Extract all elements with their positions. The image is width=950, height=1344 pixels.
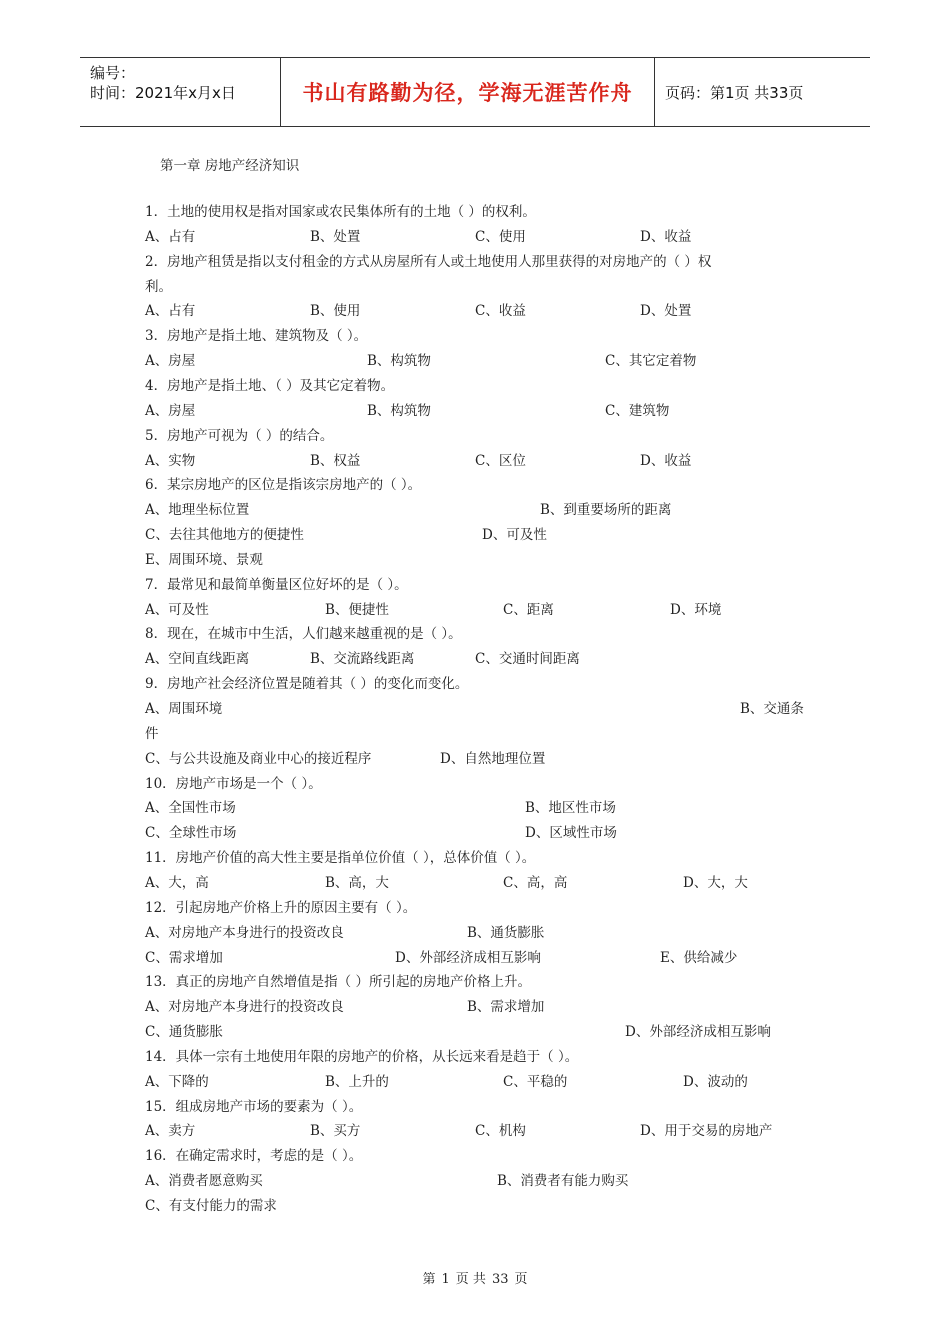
option-row [145, 699, 825, 719]
option: B、高，大 [325, 874, 389, 891]
option: B、处置 [310, 228, 361, 245]
question-text: 2．房地产租赁是指以支付租金的方式从房屋所有人或土地使用人那里获得的对房地产的（ ）权 [145, 253, 712, 270]
option: B、通货膨胀 [467, 924, 545, 941]
option: A、周围环境 [145, 701, 223, 717]
footer-suffix: 页 [514, 1272, 528, 1287]
question-text: 6．某宗房地产的区位是指该宗房地产的（ ）。 [145, 477, 422, 494]
option: D、外部经济成相互影响 [395, 949, 541, 966]
motto-text: 书山有路勤为径，学海无涯苦作舟 [302, 81, 633, 105]
option: B、便捷性 [325, 601, 389, 618]
page-footer [0, 1268, 950, 1287]
option: C、全球性市场 [145, 825, 237, 842]
footer-total: 33 [491, 1272, 509, 1287]
option: B、地区性市场 [525, 800, 616, 817]
footer-prefix: 第 [422, 1272, 436, 1287]
option-row [145, 997, 825, 1017]
option: B、需求增加 [467, 999, 545, 1016]
option-row [145, 649, 825, 669]
option-row [145, 1171, 825, 1191]
question-text: 16．在确定需求时，考虑的是（ ）。 [145, 1148, 363, 1165]
option: A、地理坐标位置 [145, 502, 250, 519]
question-text: 4．房地产是指土地、（ ）及其它定着物。 [145, 377, 395, 394]
option: C、需求增加 [145, 949, 223, 966]
option: E、供给减少 [660, 949, 738, 966]
option: C、交通时间距离 [475, 651, 580, 668]
question-text: 10．房地产市场是一个（ ）。 [145, 775, 322, 792]
option: C、其它定着物 [605, 353, 697, 370]
footer-page: 1 [441, 1272, 450, 1287]
question-text-cont: 利。 [145, 278, 172, 295]
chapter-title: 第一章 房地产经济知识 [160, 158, 300, 174]
option: D、波动的 [683, 1073, 748, 1090]
option-row [145, 948, 825, 968]
option-row [145, 500, 825, 520]
option: A、占有 [145, 228, 196, 245]
option-row [145, 227, 825, 247]
footer-mid: 页 共 [455, 1272, 486, 1287]
page-header [80, 57, 870, 127]
option: D、可及性 [482, 527, 547, 544]
question-text: 5．房地产可视为（ ）的结合。 [145, 427, 334, 444]
question-text: 15．组成房地产市场的要素为（ ）。 [145, 1098, 363, 1115]
option: D、外部经济成相互影响 [625, 1024, 771, 1041]
option: A、消费者愿意购买 [145, 1173, 263, 1190]
option: C、距离 [503, 601, 554, 618]
option-row [145, 525, 825, 545]
option-row [145, 600, 825, 620]
option: B、到重要场所的距离 [540, 502, 672, 519]
option: D、用于交易的房地产 [640, 1123, 773, 1140]
option-row [145, 401, 825, 421]
option: B、构筑物 [367, 353, 431, 370]
option: A、大，高 [145, 874, 209, 891]
option-row [145, 724, 825, 744]
option: E、周围环境、景观 [145, 551, 263, 568]
option: B、消费者有能力购买 [497, 1173, 629, 1190]
option: B、上升的 [325, 1073, 389, 1090]
option-row [145, 749, 825, 769]
option: A、卖方 [145, 1123, 196, 1140]
option: D、处置 [640, 303, 692, 320]
option: D、收益 [640, 228, 692, 245]
option: A、占有 [145, 303, 196, 320]
option: A、全国性市场 [145, 800, 236, 817]
option: A、对房地产本身进行的投资改良 [145, 999, 344, 1016]
option-row [145, 550, 825, 570]
question-text: 1．土地的使用权是指对国家或农民集体所有的土地（ ）的权利。 [145, 204, 536, 220]
option: C、机构 [475, 1123, 526, 1140]
option: C、通货膨胀 [145, 1024, 223, 1041]
header-meta [80, 58, 281, 126]
question-text: 11．房地产价值的高大性主要是指单位价值（ ），总体价值（ ）。 [145, 850, 536, 867]
option: B、构筑物 [367, 402, 431, 419]
option: B、交流路线距离 [310, 651, 415, 668]
option: C、去往其他地方的便捷性 [145, 527, 304, 544]
option: C、建筑物 [605, 402, 670, 419]
option: D、自然地理位置 [440, 750, 546, 767]
question-text: 13．真正的房地产自然增值是指（ ）所引起的房地产价格上升。 [145, 974, 531, 991]
option-row [145, 1072, 825, 1092]
option-row [145, 451, 825, 471]
option: A、对房地产本身进行的投资改良 [145, 924, 344, 941]
option: D、大，大 [683, 874, 748, 891]
option-row [145, 1121, 825, 1141]
option: C、平稳的 [503, 1073, 568, 1090]
option: D、区域性市场 [525, 825, 617, 842]
option: B、权益 [310, 452, 361, 469]
option: C、高，高 [503, 874, 568, 891]
option: A、房屋 [145, 353, 196, 370]
header-motto [281, 58, 655, 126]
time-label: 时间：2021年x月x日 [90, 84, 236, 102]
header-page [655, 58, 880, 126]
option: C、使用 [475, 228, 526, 245]
option-row [145, 823, 825, 843]
question-text: 9．房地产社会经济位置是随着其（ ）的变化而变化。 [145, 676, 469, 693]
question-text: 12．引起房地产价格上升的原因主要有（ ）。 [145, 899, 417, 916]
option-row [145, 351, 825, 371]
option: 件 [145, 725, 159, 742]
option-row [145, 301, 825, 321]
option: A、实物 [145, 452, 196, 469]
question-text: 3．房地产是指土地、建筑物及（ ）。 [145, 328, 368, 345]
option-row [145, 923, 825, 943]
option: C、有支付能力的需求 [145, 1198, 277, 1214]
page-label: 页码：第1页 共33页 [665, 83, 804, 102]
question-text: 7．最常见和最简单衡量区位好坏的是（ ）。 [145, 576, 408, 593]
option-row [145, 1022, 825, 1042]
option: A、可及性 [145, 601, 209, 618]
code-label: 编号： [90, 64, 136, 82]
option: B、买方 [310, 1123, 361, 1140]
question-text: 14．具体一宗有土地使用年限的房地产的价格，从长远来看是趋于（ ）。 [145, 1048, 579, 1065]
option: D、收益 [640, 452, 692, 469]
option: A、空间直线距离 [145, 651, 250, 668]
question-text: 8．现在，在城市中生活，人们越来越重视的是（ ）。 [145, 626, 462, 643]
option: C、与公共设施及商业中心的接近程序 [145, 750, 372, 767]
option: C、收益 [475, 303, 526, 320]
option: A、下降的 [145, 1073, 209, 1090]
option: C、区位 [475, 452, 526, 469]
option-row [145, 798, 825, 818]
option: A、房屋 [145, 402, 196, 419]
option: D、环境 [670, 601, 722, 618]
option-row [145, 873, 825, 893]
option: B、使用 [310, 303, 361, 320]
option: B、交通条 [740, 701, 804, 717]
option-row [145, 1196, 825, 1216]
